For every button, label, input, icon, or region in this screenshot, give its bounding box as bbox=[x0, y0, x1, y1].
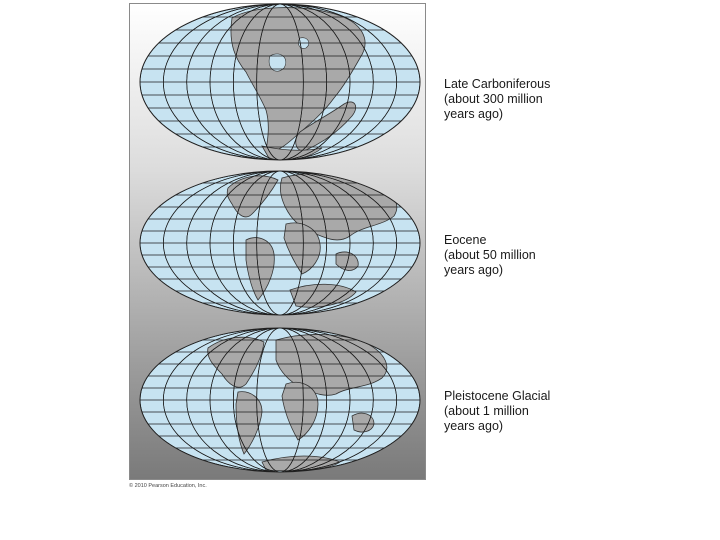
caption-title: Late Carboniferous bbox=[444, 77, 551, 91]
caption-late-carboniferous bbox=[444, 77, 594, 122]
caption-detail: (about 1 million bbox=[444, 404, 529, 418]
caption-detail: years ago) bbox=[444, 419, 504, 433]
copyright-notice: © 2010 Pearson Education, Inc. bbox=[129, 483, 207, 489]
caption-title: Pleistocene Glacial bbox=[444, 389, 551, 403]
caption-detail: (about 50 million bbox=[444, 248, 536, 262]
caption-eocene bbox=[444, 233, 594, 278]
caption-title: Eocene bbox=[444, 233, 487, 247]
caption-detail: (about 300 million bbox=[444, 92, 543, 106]
caption-pleistocene-glacial bbox=[444, 389, 594, 434]
caption-detail: years ago) bbox=[444, 107, 504, 121]
caption-detail: years ago) bbox=[444, 263, 504, 277]
